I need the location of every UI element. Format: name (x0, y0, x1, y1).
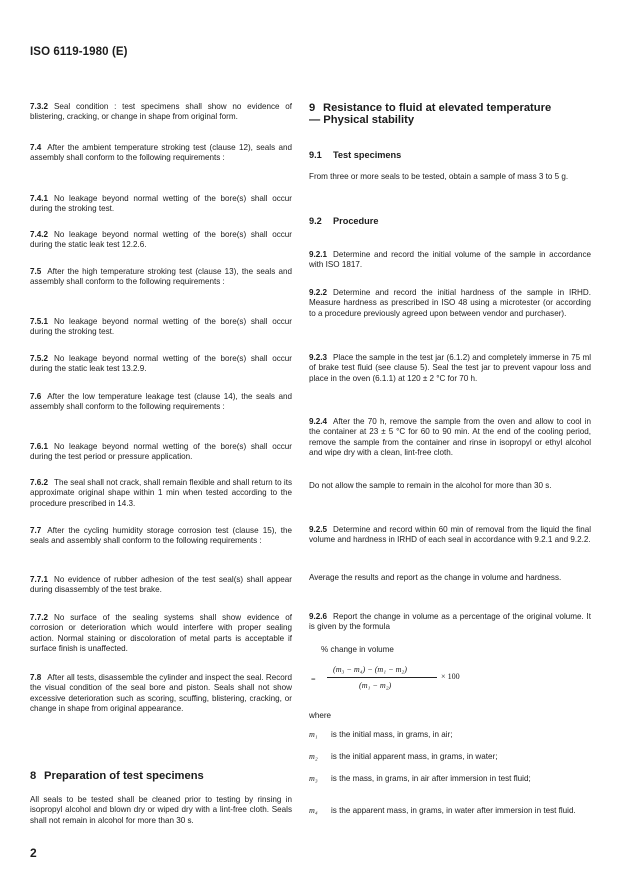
clause-7-8: 7.8 After all tests, disassemble the cylinder and inspect the seal. Record the visual condition of the seal bore and piston. Seals shall not show excessive deterioration such as scoring, scuffing, blistering, cracking, or change in shape from original appearance. (30, 673, 292, 714)
equals-sign: = (311, 675, 316, 684)
volume-change-formula (309, 665, 489, 701)
clause-7-6: 7.6 After the low temperature leakage test (clause 14), the seals and assembly shall conform to the following requirements : (30, 392, 292, 412)
section-8-text: All seals to be tested shall be cleaned prior to testing by rinsing in isopropyl alcohol and blown dry or wiped dry with a lint-free cloth. Seals shall not remain in alcohol for more than 30 s. (30, 795, 292, 825)
page-number: 2 (30, 846, 37, 860)
formula-denominator: (m₁ − m₂) (359, 681, 392, 690)
where-label: where (309, 711, 332, 720)
percent-change-label: % change in volume (321, 645, 394, 654)
clause-7-5: 7.5 After the high temperature stroking test (clause 13), the seals and assembly shall conform to the following requirements : (30, 267, 292, 287)
clause-9-2-5: 9.2.5 Determine and record within 60 min of removal from the liquid the final volume and hardness in IRHD of each seal in accordance with 9.2.1 and 9.2.2. (309, 525, 591, 545)
clause-9-2-2: 9.2.2 Determine and record the initial hardness of the sample in IRHD. Measure hardness as prescribed in ISO 48 using a microtester (or according to a procedure previously agreed upon between vendor and purchaser). (309, 288, 591, 318)
fraction-bar (327, 677, 437, 678)
clause-9-2-6: 9.2.6 Report the change in volume as a percentage of the original volume. It is given by the formula (309, 612, 591, 632)
clause-9-2-5-note: Average the results and report as the change in volume and hardness. (309, 573, 562, 582)
clause-7-5-2: 7.5.2 No leakage beyond normal wetting of the bore(s) shall occur during the static leak test 13.2.9. (30, 354, 292, 374)
section-9-1-text: From three or more seals to be tested, obtain a sample of mass 3 to 5 g. (309, 172, 569, 181)
clause-9-2-3: 9.2.3 Place the sample in the test jar (6.1.2) and completely immerse in 75 ml of brake test fluid (see clause 5). Seal the test jar to prevent vapour loss and place in the oven (6.1.1) at 120 ± 2 °C for 70 h. (309, 353, 591, 383)
clause-7-4: 7.4 After the ambient temperature stroking test (clause 12), seals and assembly shall conform to the following requirements : (30, 143, 292, 163)
clause-7-4-2: 7.4.2 No leakage beyond normal wetting of the bore(s) shall occur during the static leak test 12.2.6. (30, 230, 292, 250)
clause-7-5-1: 7.5.1 No leakage beyond normal wetting of the bore(s) shall occur during the stroking test. (30, 317, 292, 337)
clause-7-4-1: 7.4.1 No leakage beyond normal wetting of the bore(s) shall occur during the stroking test. (30, 194, 292, 214)
clause-7-7-2: 7.7.2 No surface of the sealing systems shall show evidence of corrosion or deterioration which would interfere with proper sealing action. Normal staining or discoloration of metal parts is acceptable if surface finish is unaffected. (30, 613, 292, 654)
formula-numerator: (m₃ − m₄) − (m₁ − m₂) (333, 665, 407, 674)
clause-9-2-1: 9.2.1 Determine and record the initial volume of the sample in accordance with ISO 1817. (309, 250, 591, 270)
clause-9-2-4-note: Do not allow the sample to remain in the alcohol for more than 30 s. (309, 481, 552, 490)
section-9-heading: 9 Resistance to fluid at elevated temperature — Physical stability (309, 102, 552, 127)
section-9-2-heading: 9.2 Procedure (309, 216, 379, 226)
clause-7-7-1: 7.7.1 No evidence of rubber adhesion of the test seal(s) shall appear during disassembly of the test brake. (30, 575, 292, 595)
clause-9-2-4: 9.2.4 After the 70 h, remove the sample from the oven and allow to cool in the container at 23 ± 5 °C for 60 to 90 min. At the end of the cooling period, remove the sample from the container and rinse in isopropyl or ethyl alcohol and wipe dry with a clean, lint-free cloth. (309, 417, 591, 458)
clause-7-6-1: 7.6.1 No leakage beyond normal wetting of the bore(s) shall occur during the test period or pressure application. (30, 442, 292, 462)
formula-multiplier: × 100 (441, 672, 460, 681)
clause-7-6-2: 7.6.2 The seal shall not crack, shall remain flexible and shall return to its approximate original shape within 1 min when tested according to the procedure prescribed in 14.3. (30, 478, 292, 508)
section-9-1-heading: 9.1 Test specimens (309, 150, 402, 160)
document-header: ISO 6119-1980 (E) (30, 46, 128, 58)
section-8-heading: 8 Preparation of test specimens (30, 770, 204, 782)
clause-7-3-2: 7.3.2 Seal condition : test specimens shall show no evidence of blistering, cracking, or change in shape from original form. (30, 102, 292, 122)
clause-7-7: 7.7 After the cycling humidity storage corrosion test (clause 15), the seals and assembly shall conform to the following requirements : (30, 526, 292, 546)
